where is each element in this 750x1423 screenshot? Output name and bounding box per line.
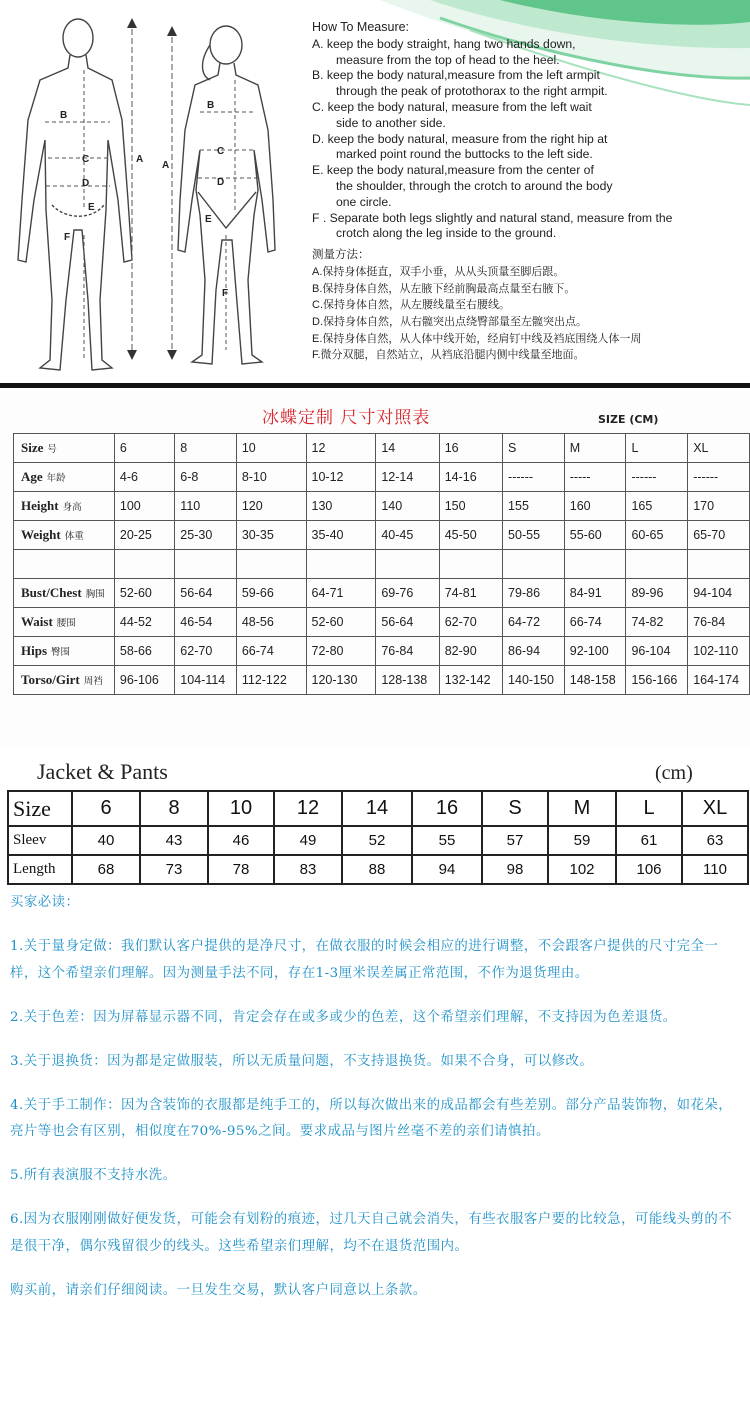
size-cell: XL — [688, 434, 750, 463]
jacket-cell: 8 — [140, 791, 208, 826]
note-item: 3.关于退换货：因为都是定做服装，所以无质量问题，不支持退换货。如果不合身，可以修改。 — [10, 1053, 594, 1069]
size-cell: M — [564, 434, 626, 463]
size-row-label-en: Height — [21, 498, 59, 513]
size-cell: 82-90 — [439, 637, 502, 666]
size-row-label-en: Torso/Girt — [21, 672, 80, 687]
jacket-cell: 40 — [72, 826, 140, 855]
note-item: 5.所有表演服不支持水洗。 — [10, 1168, 177, 1183]
size-row — [14, 463, 750, 492]
jacket-cell: 106 — [616, 855, 682, 884]
size-cell: 128-138 — [376, 666, 439, 695]
jacket-row — [8, 826, 748, 855]
note-item: 购买前，请亲们仔细阅读。一旦发生交易，默认客户同意以上条款。 — [10, 1282, 427, 1298]
size-chart-title: 冰蝶定制 尺寸对照表 — [262, 408, 431, 428]
how-to-title: How To Measure: — [312, 20, 410, 34]
size-cell — [236, 550, 306, 579]
label-e-male: E — [88, 202, 95, 213]
size-cell — [564, 550, 626, 579]
cn-step-b: B.保持身体自然，从左腋下经前胸最高点量至右腋下。 — [312, 282, 576, 295]
size-cell: 62-70 — [439, 608, 502, 637]
step-b: B. keep the body natural,measure from the left armpit through the peak of protothorax to the right armpit. — [312, 68, 608, 99]
size-cell: L — [626, 434, 688, 463]
size-row-label — [14, 637, 115, 666]
size-cell: 102-110 — [688, 637, 750, 666]
size-cell: 48-56 — [236, 608, 306, 637]
size-cell: 69-76 — [376, 579, 439, 608]
step-c: C. keep the body natural, measure from the left wait side to another side. — [312, 99, 592, 130]
size-cell: 25-30 — [175, 521, 237, 550]
jacket-cell: 83 — [274, 855, 342, 884]
label-f-male: F — [64, 232, 71, 243]
size-cell — [688, 550, 750, 579]
size-row-label-en: Size — [21, 440, 44, 455]
jacket-cell: XL — [682, 791, 748, 826]
jacket-cell: 14 — [342, 791, 412, 826]
size-row-label — [14, 492, 115, 521]
size-cell: 62-70 — [175, 637, 237, 666]
size-cell: 148-158 — [564, 666, 626, 695]
jacket-pants-table — [7, 790, 749, 885]
size-row-label-en: Weight — [21, 527, 61, 542]
jacket-pants-unit: (cm) — [655, 762, 693, 784]
jacket-row-label: Size — [8, 791, 72, 826]
size-cell: 170 — [688, 492, 750, 521]
size-cell: 30-35 — [236, 521, 306, 550]
jacket-cell: 68 — [72, 855, 140, 884]
size-cell: 94-104 — [688, 579, 750, 608]
size-cell: S — [503, 434, 565, 463]
jacket-cell: 57 — [482, 826, 548, 855]
label-e-female: E — [205, 214, 212, 225]
size-cell: 74-82 — [626, 608, 688, 637]
size-cell: 100 — [114, 492, 174, 521]
size-row-label — [14, 521, 115, 550]
size-row-label-en: Age — [21, 469, 43, 484]
size-row-label-cn: 年龄 — [46, 473, 66, 484]
size-cell: 164-174 — [688, 666, 750, 695]
size-cell: 66-74 — [564, 608, 626, 637]
size-row-label-cn: 臀围 — [51, 647, 71, 658]
size-cell: 6-8 — [175, 463, 237, 492]
size-cell — [175, 550, 237, 579]
size-row-label-en: Hips — [21, 643, 48, 658]
jacket-cell: 6 — [72, 791, 140, 826]
jacket-row-label: Length — [8, 855, 72, 884]
size-cell: 110 — [175, 492, 237, 521]
size-cell: 89-96 — [626, 579, 688, 608]
size-row — [14, 492, 750, 521]
size-row — [14, 434, 750, 463]
size-cell: 16 — [439, 434, 502, 463]
size-cell — [439, 550, 502, 579]
jacket-cell: 52 — [342, 826, 412, 855]
size-cell: 96-104 — [626, 637, 688, 666]
body-measure-figures — [0, 0, 310, 383]
jacket-cell: 16 — [412, 791, 482, 826]
jacket-cell: 110 — [682, 855, 748, 884]
size-row-label-en: Bust/Chest — [21, 585, 82, 600]
measurement-guide — [0, 0, 750, 383]
size-cell: 86-94 — [503, 637, 565, 666]
cn-step-c: C.保持身体自然，从左腰线量至右腰线。 — [312, 299, 510, 312]
label-a-female: A — [162, 160, 170, 171]
label-d-female: D — [217, 177, 225, 188]
jacket-cell: 46 — [208, 826, 274, 855]
size-row-label-cn: 周裆 — [83, 676, 103, 687]
step-f: F . Separate both legs slightly and natural stand, measure from the crotch along the leg inside to the ground. — [312, 210, 673, 241]
size-cell: 140 — [376, 492, 439, 521]
size-cell: ----- — [564, 463, 626, 492]
jacket-cell: 43 — [140, 826, 208, 855]
jacket-row — [8, 791, 748, 826]
size-row — [14, 579, 750, 608]
size-cell: 160 — [564, 492, 626, 521]
size-cell: 56-64 — [175, 579, 237, 608]
jacket-row — [8, 855, 748, 884]
jacket-cell: 102 — [548, 855, 616, 884]
size-cell: 76-84 — [376, 637, 439, 666]
size-cell: 130 — [306, 492, 376, 521]
size-cell: 64-71 — [306, 579, 376, 608]
note-item: 6.因为衣服刚刚做好便发货，可能会有划粉的痕迹，过几天自己就会消失，有些衣服客户要的比较急，可能线头剪的不是很干净，偶尔残留很少的线头。这些希望亲们理解，均不在退货范围内。 — [10, 1212, 733, 1254]
size-cell: 104-114 — [175, 666, 237, 695]
cn-step-a: A.保持身体挺直，双手小垂，从从头顶量至脚后跟。 — [312, 265, 565, 278]
cn-step-e: E.保持身体自然，从人体中线开始，经肩钉中线及裆底围绕人体一周 — [312, 332, 642, 345]
jacket-cell: 59 — [548, 826, 616, 855]
jacket-cell: 12 — [274, 791, 342, 826]
size-cell: ------ — [503, 463, 565, 492]
size-cell: 8 — [175, 434, 237, 463]
jacket-cell: 78 — [208, 855, 274, 884]
notes-heading: 买家必读： — [10, 895, 80, 910]
size-cell: 45-50 — [439, 521, 502, 550]
jacket-cell: 61 — [616, 826, 682, 855]
label-c-female: C — [217, 146, 225, 157]
size-cell — [306, 550, 376, 579]
size-cell: 12 — [306, 434, 376, 463]
size-cell: 35-40 — [306, 521, 376, 550]
size-row-label — [14, 579, 115, 608]
size-row — [14, 666, 750, 695]
size-chart-unit: SIZE (CM) — [598, 413, 659, 426]
size-cell: 4-6 — [114, 463, 174, 492]
note-item: 4.关于手工制作：因为含装饰的衣服都是纯手工的，所以每次做出来的成品都会有些差别。部分产品装饰物，如花朵，亮片等也会有区别，相似度在70%-95%之间。要求成品与图片丝毫不差的亲们请慎拍。 — [10, 1097, 733, 1139]
note-item: 2.关于色差：因为屏幕显示器不同，肯定会存在或多或少的色差，这个希望亲们理解，不支持因为色差退货。 — [10, 1009, 677, 1025]
size-row — [14, 608, 750, 637]
size-cell: 10-12 — [306, 463, 376, 492]
jacket-cell: 55 — [412, 826, 482, 855]
cn-step-f: F.微分双腿，自然站立，从裆底沿腿内侧中线量至地面。 — [312, 349, 585, 362]
jacket-cell: S — [482, 791, 548, 826]
size-cell: 52-60 — [114, 579, 174, 608]
size-cell: 120 — [236, 492, 306, 521]
male-figure — [18, 19, 132, 370]
size-cell: 156-166 — [626, 666, 688, 695]
label-a-male: A — [136, 154, 144, 165]
cn-title: 测量方法： — [312, 249, 370, 262]
size-row-label-cn: 胸围 — [85, 589, 105, 600]
size-cell: 84-91 — [564, 579, 626, 608]
size-cell: 72-80 — [306, 637, 376, 666]
size-row-label-en: Waist — [21, 614, 53, 629]
size-chart-table — [13, 433, 750, 695]
size-cell: 74-81 — [439, 579, 502, 608]
size-cell: 46-54 — [175, 608, 237, 637]
jacket-cell: 94 — [412, 855, 482, 884]
size-row-label-cn: 号 — [47, 444, 57, 455]
jacket-cell: L — [616, 791, 682, 826]
size-cell: ------ — [688, 463, 750, 492]
size-cell: 55-60 — [564, 521, 626, 550]
cn-step-d: D.保持身体自然，从右髋突出点绕臀部量至左髋突出点。 — [312, 316, 587, 329]
step-e: E. keep the body natural,measure from the center of the shoulder, through the crotch to around the body one circle. — [312, 163, 613, 209]
jacket-cell: 49 — [274, 826, 342, 855]
size-cell: 120-130 — [306, 666, 376, 695]
size-cell: 12-14 — [376, 463, 439, 492]
size-cell: 14 — [376, 434, 439, 463]
size-cell: 92-100 — [564, 637, 626, 666]
size-row-label — [14, 666, 115, 695]
size-row-label — [14, 434, 115, 463]
jacket-cell: 98 — [482, 855, 548, 884]
size-cell: 52-60 — [306, 608, 376, 637]
size-cell: 59-66 — [236, 579, 306, 608]
size-row — [14, 637, 750, 666]
size-row-label — [14, 550, 115, 579]
label-d-male: D — [82, 178, 90, 189]
size-cell — [114, 550, 174, 579]
size-cell: 40-45 — [376, 521, 439, 550]
size-cell: 79-86 — [503, 579, 565, 608]
size-cell: 10 — [236, 434, 306, 463]
jacket-cell: M — [548, 791, 616, 826]
size-cell: 20-25 — [114, 521, 174, 550]
size-cell — [503, 550, 565, 579]
size-cell: 66-74 — [236, 637, 306, 666]
size-cell: 6 — [114, 434, 174, 463]
size-cell — [376, 550, 439, 579]
size-cell: 44-52 — [114, 608, 174, 637]
size-chart-section — [0, 388, 750, 748]
label-f-female: F — [222, 288, 229, 299]
label-b-female: B — [207, 100, 215, 111]
size-row-label-cn: 体重 — [64, 531, 84, 542]
label-b-male: B — [60, 110, 68, 121]
size-row-label-cn: 身高 — [62, 502, 82, 513]
size-cell: 65-70 — [688, 521, 750, 550]
size-cell: 96-106 — [114, 666, 174, 695]
buyer-notes — [10, 890, 740, 1322]
size-row-label — [14, 463, 115, 492]
jacket-cell: 10 — [208, 791, 274, 826]
size-row-label-cn: 腰围 — [56, 618, 76, 629]
size-cell: 76-84 — [688, 608, 750, 637]
size-cell: 14-16 — [439, 463, 502, 492]
size-cell: ------ — [626, 463, 688, 492]
step-d: D. keep the body natural, measure from the right hip at marked point round the buttocks to the left side. — [312, 131, 608, 162]
size-cell: 60-65 — [626, 521, 688, 550]
size-row — [14, 550, 750, 579]
size-cell: 56-64 — [376, 608, 439, 637]
label-c-male: C — [82, 154, 90, 165]
size-cell: 50-55 — [503, 521, 565, 550]
size-cell: 58-66 — [114, 637, 174, 666]
size-cell: 165 — [626, 492, 688, 521]
size-row — [14, 521, 750, 550]
size-cell: 140-150 — [503, 666, 565, 695]
jacket-cell: 63 — [682, 826, 748, 855]
jacket-cell: 73 — [140, 855, 208, 884]
size-cell: 132-142 — [439, 666, 502, 695]
size-cell: 64-72 — [503, 608, 565, 637]
size-cell: 8-10 — [236, 463, 306, 492]
step-a: A. keep the body straight, hang two hands down, measure from the top of head to the heel. — [312, 36, 576, 67]
jacket-row-label: Sleev — [8, 826, 72, 855]
jacket-cell: 88 — [342, 855, 412, 884]
size-cell: 155 — [503, 492, 565, 521]
size-cell: 112-122 — [236, 666, 306, 695]
size-cell — [626, 550, 688, 579]
size-row-label — [14, 608, 115, 637]
size-cell: 150 — [439, 492, 502, 521]
how-to-measure-text — [312, 20, 742, 364]
note-item: 1.关于量身定做：我们默认客户提供的是净尺寸，在做衣服的时候会相应的进行调整，不会跟客户提供的尺寸完全一样，这个希望亲们理解。因为测量手法不同，存在1-3厘米误差属正常范围，不作为退货理由。 — [10, 939, 719, 981]
jacket-pants-title: Jacket & Pants — [37, 759, 168, 784]
